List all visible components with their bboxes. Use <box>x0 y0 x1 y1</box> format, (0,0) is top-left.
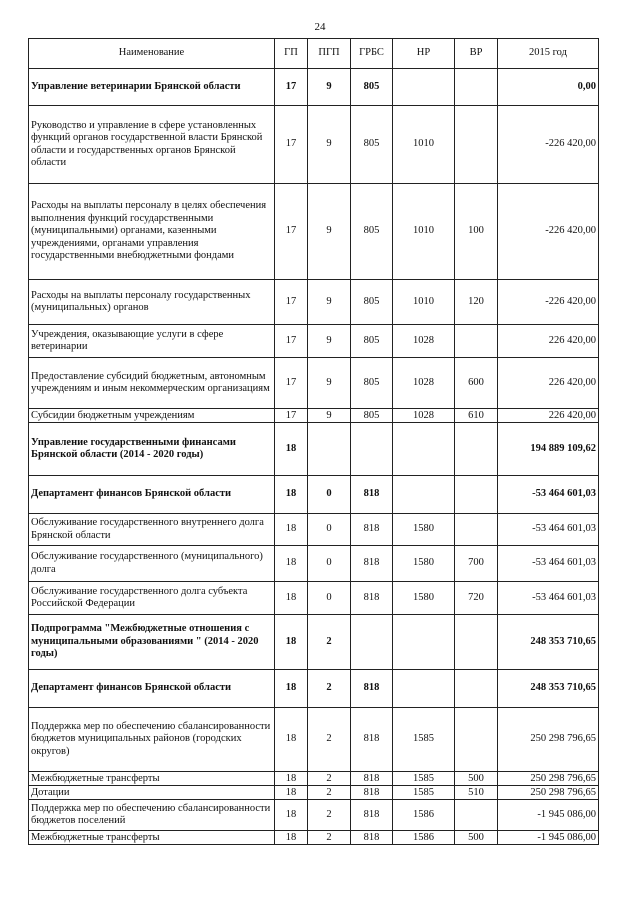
cell-grbs: 805 <box>351 184 393 280</box>
column-header-gp: ГП <box>275 39 308 69</box>
column-header-name: Наименование <box>29 39 275 69</box>
cell-name: Обслуживание государственного долга субъекта Российской Федерации <box>29 582 275 615</box>
cell-grbs <box>351 615 393 670</box>
cell-grbs: 818 <box>351 786 393 800</box>
table-row <box>29 409 599 423</box>
cell-vr: 500 <box>455 831 498 845</box>
table-row <box>29 546 599 582</box>
cell-amount: 226 420,00 <box>498 358 599 409</box>
cell-vr <box>455 325 498 358</box>
cell-pgp: 9 <box>308 280 351 325</box>
cell-gp: 18 <box>275 786 308 800</box>
cell-grbs: 805 <box>351 280 393 325</box>
column-header-nr: НР <box>393 39 455 69</box>
cell-name: Поддержка мер по обеспечению сбалансированности бюджетов поселений <box>29 800 275 831</box>
cell-pgp: 2 <box>308 800 351 831</box>
cell-grbs: 818 <box>351 582 393 615</box>
cell-pgp: 2 <box>308 831 351 845</box>
cell-name: Руководство и управление в сфере установленных функций органов государственной власти Брянской области и государственных органов Брянской области <box>29 106 275 184</box>
cell-vr <box>455 69 498 106</box>
cell-grbs: 818 <box>351 514 393 546</box>
cell-gp: 17 <box>275 358 308 409</box>
cell-gp: 17 <box>275 325 308 358</box>
column-header-pgp: ПГП <box>308 39 351 69</box>
cell-nr <box>393 423 455 476</box>
cell-amount: -226 420,00 <box>498 280 599 325</box>
cell-grbs: 818 <box>351 546 393 582</box>
cell-gp: 18 <box>275 546 308 582</box>
cell-gp: 18 <box>275 615 308 670</box>
cell-name: Департамент финансов Брянской области <box>29 476 275 514</box>
table-header-row <box>29 39 599 69</box>
cell-grbs: 818 <box>351 831 393 845</box>
cell-pgp: 2 <box>308 670 351 708</box>
cell-gp: 18 <box>275 476 308 514</box>
cell-vr <box>455 514 498 546</box>
cell-nr: 1580 <box>393 546 455 582</box>
cell-name: Учреждения, оказывающие услуги в сфере ветеринарии <box>29 325 275 358</box>
cell-grbs: 818 <box>351 800 393 831</box>
cell-gp: 18 <box>275 772 308 786</box>
table-row <box>29 582 599 615</box>
cell-nr <box>393 476 455 514</box>
cell-nr: 1010 <box>393 106 455 184</box>
cell-pgp: 2 <box>308 772 351 786</box>
cell-amount: 0,00 <box>498 69 599 106</box>
cell-pgp: 0 <box>308 476 351 514</box>
cell-gp: 18 <box>275 708 308 772</box>
cell-pgp: 0 <box>308 514 351 546</box>
cell-pgp: 2 <box>308 786 351 800</box>
cell-name: Расходы на выплаты персоналу в целях обеспечения выполнения функций государственными (муниципальными) органами, казенными учреждениями, органами управления государственными внебюджетными фондами <box>29 184 275 280</box>
cell-amount: 226 420,00 <box>498 409 599 423</box>
table-row <box>29 670 599 708</box>
cell-name: Обслуживание государственного (муниципального) долга <box>29 546 275 582</box>
cell-gp: 18 <box>275 831 308 845</box>
cell-nr <box>393 69 455 106</box>
cell-nr: 1586 <box>393 831 455 845</box>
column-header-vr: ВР <box>455 39 498 69</box>
cell-amount: -53 464 601,03 <box>498 546 599 582</box>
table-row <box>29 708 599 772</box>
cell-name: Расходы на выплаты персоналу государственных (муниципальных) органов <box>29 280 275 325</box>
cell-pgp: 9 <box>308 358 351 409</box>
cell-name: Подпрограмма "Межбюджетные отношения с муниципальными образованиями " (2014 - 2020 годы) <box>29 615 275 670</box>
cell-grbs: 805 <box>351 409 393 423</box>
cell-amount: -53 464 601,03 <box>498 582 599 615</box>
cell-grbs: 805 <box>351 106 393 184</box>
cell-name: Управление государственными финансами Брянской области (2014 - 2020 годы) <box>29 423 275 476</box>
cell-nr: 1010 <box>393 280 455 325</box>
cell-pgp: 9 <box>308 69 351 106</box>
cell-name: Межбюджетные трансферты <box>29 831 275 845</box>
cell-vr: 500 <box>455 772 498 786</box>
cell-amount: 248 353 710,65 <box>498 615 599 670</box>
cell-pgp: 0 <box>308 582 351 615</box>
table-row <box>29 358 599 409</box>
cell-nr: 1580 <box>393 582 455 615</box>
cell-vr <box>455 423 498 476</box>
cell-nr: 1585 <box>393 708 455 772</box>
cell-vr: 600 <box>455 358 498 409</box>
page-number: 24 <box>314 21 326 33</box>
cell-amount: -226 420,00 <box>498 106 599 184</box>
cell-amount: -53 464 601,03 <box>498 514 599 546</box>
cell-amount: -1 945 086,00 <box>498 831 599 845</box>
cell-nr: 1028 <box>393 325 455 358</box>
table-body <box>29 69 599 845</box>
table-row <box>29 615 599 670</box>
cell-vr: 510 <box>455 786 498 800</box>
cell-amount: -53 464 601,03 <box>498 476 599 514</box>
table-row <box>29 325 599 358</box>
table-row <box>29 476 599 514</box>
cell-grbs: 818 <box>351 708 393 772</box>
cell-grbs: 818 <box>351 772 393 786</box>
cell-gp: 17 <box>275 280 308 325</box>
cell-grbs: 805 <box>351 69 393 106</box>
cell-vr <box>455 106 498 184</box>
cell-amount: 226 420,00 <box>498 325 599 358</box>
cell-pgp: 9 <box>308 409 351 423</box>
cell-grbs: 805 <box>351 325 393 358</box>
table-row <box>29 800 599 831</box>
cell-nr: 1028 <box>393 409 455 423</box>
cell-vr <box>455 615 498 670</box>
cell-nr: 1580 <box>393 514 455 546</box>
cell-vr: 720 <box>455 582 498 615</box>
cell-gp: 18 <box>275 582 308 615</box>
cell-name: Управление ветеринарии Брянской области <box>29 69 275 106</box>
cell-pgp: 9 <box>308 325 351 358</box>
cell-gp: 18 <box>275 800 308 831</box>
cell-nr: 1586 <box>393 800 455 831</box>
cell-nr <box>393 615 455 670</box>
cell-gp: 17 <box>275 106 308 184</box>
cell-grbs: 818 <box>351 476 393 514</box>
cell-name: Поддержка мер по обеспечению сбалансированности бюджетов муниципальных районов (городских округов) <box>29 708 275 772</box>
cell-vr: 700 <box>455 546 498 582</box>
cell-gp: 18 <box>275 423 308 476</box>
cell-name: Дотации <box>29 786 275 800</box>
cell-vr: 120 <box>455 280 498 325</box>
cell-vr: 610 <box>455 409 498 423</box>
cell-gp: 17 <box>275 409 308 423</box>
column-header-grbs: ГРБС <box>351 39 393 69</box>
cell-name: Субсидии бюджетным учреждениям <box>29 409 275 423</box>
table-row <box>29 184 599 280</box>
cell-name: Департамент финансов Брянской области <box>29 670 275 708</box>
column-header-amount: 2015 год <box>498 39 599 69</box>
table-row <box>29 280 599 325</box>
cell-nr: 1010 <box>393 184 455 280</box>
cell-pgp <box>308 423 351 476</box>
cell-vr <box>455 708 498 772</box>
cell-amount: 250 298 796,65 <box>498 772 599 786</box>
cell-nr: 1028 <box>393 358 455 409</box>
cell-gp: 18 <box>275 670 308 708</box>
cell-nr <box>393 670 455 708</box>
cell-pgp: 9 <box>308 184 351 280</box>
cell-pgp: 2 <box>308 615 351 670</box>
cell-amount: -1 945 086,00 <box>498 800 599 831</box>
cell-vr <box>455 476 498 514</box>
cell-pgp: 9 <box>308 106 351 184</box>
cell-vr: 100 <box>455 184 498 280</box>
cell-name: Межбюджетные трансферты <box>29 772 275 786</box>
cell-amount: 250 298 796,65 <box>498 708 599 772</box>
table-row <box>29 786 599 800</box>
cell-gp: 18 <box>275 514 308 546</box>
cell-nr: 1585 <box>393 786 455 800</box>
cell-name: Обслуживание государственного внутреннего долга Брянской области <box>29 514 275 546</box>
cell-vr <box>455 800 498 831</box>
cell-pgp: 2 <box>308 708 351 772</box>
cell-grbs <box>351 423 393 476</box>
cell-gp: 17 <box>275 184 308 280</box>
cell-name: Предоставление субсидий бюджетным, автономным учреждениям и иным некоммерческим организациям <box>29 358 275 409</box>
cell-grbs: 818 <box>351 670 393 708</box>
table-row <box>29 423 599 476</box>
cell-amount: -226 420,00 <box>498 184 599 280</box>
budget-table <box>28 38 599 845</box>
cell-grbs: 805 <box>351 358 393 409</box>
cell-nr: 1585 <box>393 772 455 786</box>
table-row <box>29 772 599 786</box>
cell-amount: 194 889 109,62 <box>498 423 599 476</box>
table-row <box>29 514 599 546</box>
table-row <box>29 69 599 106</box>
cell-amount: 250 298 796,65 <box>498 786 599 800</box>
cell-gp: 17 <box>275 69 308 106</box>
cell-pgp: 0 <box>308 546 351 582</box>
cell-amount: 248 353 710,65 <box>498 670 599 708</box>
table-row <box>29 831 599 845</box>
table-row <box>29 106 599 184</box>
cell-vr <box>455 670 498 708</box>
